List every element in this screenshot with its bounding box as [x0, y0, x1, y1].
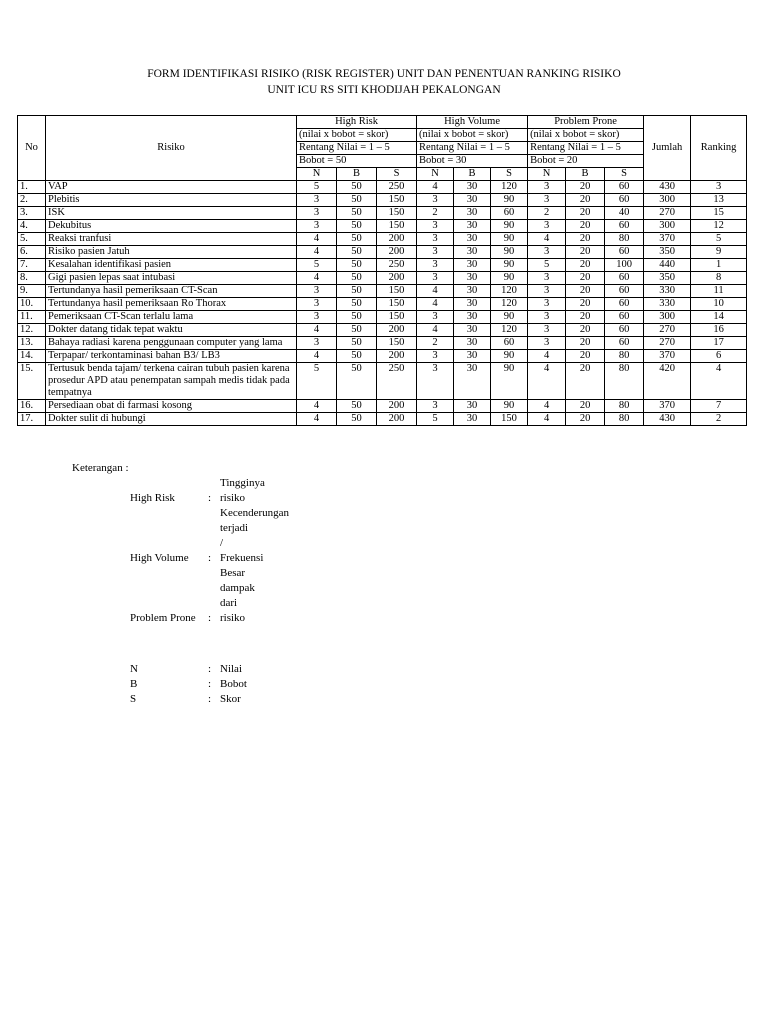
hv-n-cell: 3 — [417, 194, 454, 207]
pp-b-cell: 20 — [566, 363, 605, 400]
legend-item-value: Tingginya risiko — [220, 477, 265, 504]
row-number: 9. — [18, 285, 46, 298]
hr-n-cell: 4 — [297, 324, 337, 337]
pp-n-cell: 3 — [528, 181, 566, 194]
jumlah-cell: 420 — [644, 363, 691, 400]
table-row — [18, 413, 747, 426]
pp-b-cell: 20 — [566, 181, 605, 194]
hv-s-cell: 120 — [491, 285, 528, 298]
pp-n-cell: 4 — [528, 350, 566, 363]
row-number: 11. — [18, 311, 46, 324]
pp-n-cell: 5 — [528, 259, 566, 272]
hv-s-cell: 90 — [491, 311, 528, 324]
hv-s-cell: 120 — [491, 181, 528, 194]
high-volume-formula: (nilai x bobot = skor) — [417, 129, 528, 142]
header-high-risk: High Risk — [297, 116, 417, 129]
pp-s-cell: 80 — [605, 363, 644, 400]
table-row — [18, 233, 747, 246]
hr-s-cell: 200 — [377, 413, 417, 426]
pp-s-cell: 60 — [605, 285, 644, 298]
sub-header-s: S — [605, 168, 644, 181]
problem-prone-range: Rentang Nilai = 1 – 5 — [528, 142, 644, 155]
risk-register-table — [17, 115, 747, 426]
table-row — [18, 324, 747, 337]
abbreviation-list — [130, 662, 247, 707]
hr-n-cell: 3 — [297, 298, 337, 311]
hr-b-cell: 50 — [337, 272, 377, 285]
pp-b-cell: 20 — [566, 413, 605, 426]
pp-b-cell: 20 — [566, 350, 605, 363]
jumlah-cell: 370 — [644, 400, 691, 413]
hr-b-cell: 50 — [337, 363, 377, 400]
sub-header-b: B — [566, 168, 605, 181]
ranking-cell: 12 — [691, 220, 747, 233]
row-number: 15. — [18, 363, 46, 400]
row-number: 12. — [18, 324, 46, 337]
risk-name: Persediaan obat di farmasi kosong — [46, 400, 297, 413]
risk-name: Tertundanya hasil pemeriksaan Ro Thorax — [46, 298, 297, 311]
row-number: 1. — [18, 181, 46, 194]
legend-item-sep: : — [208, 492, 212, 504]
ranking-cell: 8 — [691, 272, 747, 285]
hr-n-cell: 3 — [297, 285, 337, 298]
pp-s-cell: 60 — [605, 311, 644, 324]
pp-n-cell: 3 — [528, 337, 566, 350]
abbreviation-item-sep: : — [208, 693, 212, 705]
hr-s-cell: 150 — [377, 337, 417, 350]
hr-b-cell: 50 — [337, 220, 377, 233]
abbreviation-item-sep: : — [208, 678, 212, 690]
hv-n-cell: 5 — [417, 413, 454, 426]
risk-name: Dekubitus — [46, 220, 297, 233]
hr-s-cell: 150 — [377, 207, 417, 220]
ranking-cell: 2 — [691, 413, 747, 426]
table-row — [18, 207, 747, 220]
hv-s-cell: 90 — [491, 350, 528, 363]
hv-s-cell: 90 — [491, 220, 528, 233]
pp-b-cell: 20 — [566, 194, 605, 207]
hv-b-cell: 30 — [454, 363, 491, 400]
ranking-cell: 4 — [691, 363, 747, 400]
hr-n-cell: 4 — [297, 272, 337, 285]
header-no: No — [18, 116, 46, 181]
abbreviation-item — [130, 692, 241, 707]
hv-n-cell: 2 — [417, 207, 454, 220]
sub-header-s: S — [491, 168, 528, 181]
risk-name: Plebitis — [46, 194, 297, 207]
pp-n-cell: 3 — [528, 246, 566, 259]
hr-s-cell: 200 — [377, 246, 417, 259]
high-risk-weight: Bobot = 50 — [297, 155, 417, 168]
hv-b-cell: 30 — [454, 207, 491, 220]
pp-s-cell: 60 — [605, 220, 644, 233]
table-row — [18, 311, 747, 324]
hr-n-cell: 3 — [297, 337, 337, 350]
pp-n-cell: 4 — [528, 400, 566, 413]
hr-s-cell: 200 — [377, 400, 417, 413]
legend-item-value: Besar dampak dari risiko — [220, 567, 255, 624]
risk-name: Kesalahan identifikasi pasien — [46, 259, 297, 272]
hv-n-cell: 3 — [417, 311, 454, 324]
jumlah-cell: 330 — [644, 285, 691, 298]
hv-b-cell: 30 — [454, 285, 491, 298]
abbreviation-item-value: Nilai — [220, 663, 242, 675]
legend-item — [130, 476, 265, 506]
ranking-cell: 14 — [691, 311, 747, 324]
sub-header-n: N — [417, 168, 454, 181]
pp-s-cell: 80 — [605, 350, 644, 363]
pp-n-cell: 4 — [528, 233, 566, 246]
legend-item-sep: : — [208, 552, 212, 564]
legend-item — [130, 506, 290, 566]
pp-b-cell: 20 — [566, 400, 605, 413]
abbreviation-item-value: Bobot — [220, 678, 247, 690]
hr-n-cell: 5 — [297, 259, 337, 272]
hv-s-cell: 60 — [491, 207, 528, 220]
high-volume-range: Rentang Nilai = 1 – 5 — [417, 142, 528, 155]
hv-s-cell: 60 — [491, 337, 528, 350]
hv-b-cell: 30 — [454, 400, 491, 413]
sub-header-n: N — [297, 168, 337, 181]
hv-s-cell: 90 — [491, 194, 528, 207]
jumlah-cell: 270 — [644, 337, 691, 350]
risk-name: ISK — [46, 207, 297, 220]
pp-n-cell: 4 — [528, 413, 566, 426]
table-row — [18, 220, 747, 233]
table-row — [18, 337, 747, 350]
risk-name: Bahaya radiasi karena penggunaan computer yang lama — [46, 337, 297, 350]
hv-n-cell: 4 — [417, 324, 454, 337]
pp-b-cell: 20 — [566, 298, 605, 311]
hv-s-cell: 90 — [491, 233, 528, 246]
table-row — [18, 259, 747, 272]
ranking-cell: 1 — [691, 259, 747, 272]
legend-item-key: High Risk — [130, 492, 175, 504]
hr-b-cell: 50 — [337, 337, 377, 350]
hv-n-cell: 3 — [417, 400, 454, 413]
hv-n-cell: 3 — [417, 272, 454, 285]
risk-name: VAP — [46, 181, 297, 194]
hr-b-cell: 50 — [337, 400, 377, 413]
table-row — [18, 194, 747, 207]
document-subtitle: UNIT ICU RS SITI KHODIJAH PEKALONGAN — [267, 84, 501, 96]
hr-s-cell: 150 — [377, 220, 417, 233]
row-number: 17. — [18, 413, 46, 426]
ranking-cell: 17 — [691, 337, 747, 350]
hv-n-cell: 3 — [417, 220, 454, 233]
table-row — [18, 272, 747, 285]
row-number: 8. — [18, 272, 46, 285]
pp-b-cell: 20 — [566, 220, 605, 233]
hv-b-cell: 30 — [454, 413, 491, 426]
row-number: 10. — [18, 298, 46, 311]
table-row — [18, 285, 747, 298]
hr-n-cell: 3 — [297, 194, 337, 207]
row-number: 7. — [18, 259, 46, 272]
hv-s-cell: 90 — [491, 272, 528, 285]
hv-s-cell: 90 — [491, 363, 528, 400]
document-title: FORM IDENTIFIKASI RISIKO (RISK REGISTER) UNIT DAN PENENTUAN RANKING RISIKO — [147, 68, 621, 80]
abbreviation-item — [130, 662, 242, 677]
hv-b-cell: 30 — [454, 337, 491, 350]
risk-name: Terpapar/ terkontaminasi bahan B3/ LB3 — [46, 350, 297, 363]
hr-n-cell: 3 — [297, 220, 337, 233]
hr-b-cell: 50 — [337, 413, 377, 426]
risk-name: Tertundanya hasil pemeriksaan CT-Scan — [46, 285, 297, 298]
pp-n-cell: 3 — [528, 324, 566, 337]
hr-b-cell: 50 — [337, 246, 377, 259]
problem-prone-weight: Bobot = 20 — [528, 155, 644, 168]
pp-n-cell: 2 — [528, 207, 566, 220]
hv-b-cell: 30 — [454, 181, 491, 194]
risk-name: Dokter datang tidak tepat waktu — [46, 324, 297, 337]
hv-n-cell: 3 — [417, 363, 454, 400]
hv-s-cell: 90 — [491, 400, 528, 413]
ranking-cell: 16 — [691, 324, 747, 337]
hv-b-cell: 30 — [454, 311, 491, 324]
pp-b-cell: 20 — [566, 272, 605, 285]
hr-n-cell: 4 — [297, 413, 337, 426]
legend-item-key: Problem Prone — [130, 612, 196, 624]
pp-b-cell: 20 — [566, 337, 605, 350]
hr-n-cell: 3 — [297, 311, 337, 324]
hv-s-cell: 150 — [491, 413, 528, 426]
hv-s-cell: 90 — [491, 259, 528, 272]
pp-s-cell: 60 — [605, 194, 644, 207]
hr-s-cell: 200 — [377, 233, 417, 246]
hv-n-cell: 4 — [417, 298, 454, 311]
header-jumlah: Jumlah — [644, 116, 691, 181]
sub-header-b: B — [337, 168, 377, 181]
sub-header-b: B — [454, 168, 491, 181]
keterangan-label: Keterangan : — [72, 462, 129, 474]
row-number: 2. — [18, 194, 46, 207]
risk-name: Pemeriksaan CT-Scan terlalu lama — [46, 311, 297, 324]
risk-name: Dokter sulit di hubungi — [46, 413, 297, 426]
row-number: 5. — [18, 233, 46, 246]
pp-n-cell: 4 — [528, 363, 566, 400]
hv-n-cell: 4 — [417, 285, 454, 298]
high-volume-weight: Bobot = 30 — [417, 155, 528, 168]
hv-b-cell: 30 — [454, 272, 491, 285]
hr-n-cell: 4 — [297, 400, 337, 413]
hv-b-cell: 30 — [454, 220, 491, 233]
ranking-cell: 6 — [691, 350, 747, 363]
ranking-cell: 7 — [691, 400, 747, 413]
hv-b-cell: 30 — [454, 298, 491, 311]
pp-s-cell: 80 — [605, 413, 644, 426]
hv-n-cell: 2 — [417, 337, 454, 350]
table-row — [18, 350, 747, 363]
header-ranking: Ranking — [691, 116, 747, 181]
hr-b-cell: 50 — [337, 324, 377, 337]
hv-n-cell: 3 — [417, 350, 454, 363]
jumlah-cell: 430 — [644, 413, 691, 426]
hr-b-cell: 50 — [337, 207, 377, 220]
hv-n-cell: 4 — [417, 181, 454, 194]
high-risk-formula: (nilai x bobot = skor) — [297, 129, 417, 142]
hv-n-cell: 3 — [417, 233, 454, 246]
header-problem-prone: Problem Prone — [528, 116, 644, 129]
hv-s-cell: 120 — [491, 324, 528, 337]
high-risk-range: Rentang Nilai = 1 – 5 — [297, 142, 417, 155]
table-row — [18, 400, 747, 413]
risk-rows — [18, 181, 747, 426]
jumlah-cell: 270 — [644, 207, 691, 220]
row-number: 14. — [18, 350, 46, 363]
hv-s-cell: 120 — [491, 298, 528, 311]
hv-b-cell: 30 — [454, 324, 491, 337]
hr-s-cell: 150 — [377, 194, 417, 207]
hr-b-cell: 50 — [337, 233, 377, 246]
pp-s-cell: 100 — [605, 259, 644, 272]
hr-s-cell: 200 — [377, 324, 417, 337]
pp-n-cell: 3 — [528, 272, 566, 285]
pp-b-cell: 20 — [566, 285, 605, 298]
hv-b-cell: 30 — [454, 350, 491, 363]
hr-n-cell: 3 — [297, 207, 337, 220]
hr-n-cell: 4 — [297, 233, 337, 246]
table-row — [18, 246, 747, 259]
legend-item — [130, 566, 255, 626]
pp-n-cell: 3 — [528, 298, 566, 311]
row-number: 4. — [18, 220, 46, 233]
hr-s-cell: 200 — [377, 272, 417, 285]
hr-b-cell: 50 — [337, 285, 377, 298]
jumlah-cell: 330 — [644, 298, 691, 311]
legend-item-value: Kecenderungan terjadi / Frekuensi — [220, 507, 290, 564]
jumlah-cell: 370 — [644, 233, 691, 246]
row-number: 6. — [18, 246, 46, 259]
legend-item-sep: : — [208, 612, 212, 624]
hr-s-cell: 150 — [377, 311, 417, 324]
hr-b-cell: 50 — [337, 311, 377, 324]
pp-n-cell: 3 — [528, 311, 566, 324]
hv-n-cell: 3 — [417, 259, 454, 272]
header-risiko: Risiko — [46, 116, 297, 181]
hr-b-cell: 50 — [337, 298, 377, 311]
jumlah-cell: 270 — [644, 324, 691, 337]
ranking-cell: 11 — [691, 285, 747, 298]
hv-n-cell: 3 — [417, 246, 454, 259]
hr-s-cell: 250 — [377, 259, 417, 272]
hr-b-cell: 50 — [337, 194, 377, 207]
abbreviation-item-key: N — [130, 663, 138, 675]
jumlah-cell: 350 — [644, 272, 691, 285]
pp-b-cell: 20 — [566, 311, 605, 324]
abbreviation-item-sep: : — [208, 663, 212, 675]
jumlah-cell: 300 — [644, 194, 691, 207]
keterangan-list — [130, 476, 290, 626]
hr-n-cell: 4 — [297, 246, 337, 259]
header-high-volume: High Volume — [417, 116, 528, 129]
pp-b-cell: 20 — [566, 246, 605, 259]
sub-header-n: N — [528, 168, 566, 181]
risk-name: Gigi pasien lepas saat intubasi — [46, 272, 297, 285]
pp-n-cell: 3 — [528, 285, 566, 298]
hv-b-cell: 30 — [454, 194, 491, 207]
abbreviation-item-key: S — [130, 693, 137, 705]
sub-header-s: S — [377, 168, 417, 181]
hr-s-cell: 150 — [377, 298, 417, 311]
pp-b-cell: 20 — [566, 324, 605, 337]
row-number: 16. — [18, 400, 46, 413]
risk-name: Risiko pasien Jatuh — [46, 246, 297, 259]
jumlah-cell: 440 — [644, 259, 691, 272]
abbreviation-item-value: Skor — [220, 693, 241, 705]
ranking-cell: 9 — [691, 246, 747, 259]
pp-b-cell: 20 — [566, 233, 605, 246]
pp-n-cell: 3 — [528, 194, 566, 207]
hv-b-cell: 30 — [454, 246, 491, 259]
hr-s-cell: 250 — [377, 181, 417, 194]
risk-name: Reaksi tranfusi — [46, 233, 297, 246]
risk-name: Tertusuk benda tajam/ terkena cairan tubuh pasien karena prosedur APD atau penempatan sampah medis tidak pada tempatnya — [46, 363, 297, 400]
pp-s-cell: 40 — [605, 207, 644, 220]
hr-s-cell: 200 — [377, 350, 417, 363]
ranking-cell: 3 — [691, 181, 747, 194]
jumlah-cell: 350 — [644, 246, 691, 259]
pp-s-cell: 80 — [605, 233, 644, 246]
hr-n-cell: 5 — [297, 181, 337, 194]
jumlah-cell: 430 — [644, 181, 691, 194]
ranking-cell: 15 — [691, 207, 747, 220]
pp-s-cell: 60 — [605, 246, 644, 259]
pp-b-cell: 20 — [566, 259, 605, 272]
table-row — [18, 298, 747, 311]
pp-s-cell: 60 — [605, 324, 644, 337]
ranking-cell: 10 — [691, 298, 747, 311]
hr-s-cell: 250 — [377, 363, 417, 400]
pp-s-cell: 60 — [605, 298, 644, 311]
hr-n-cell: 5 — [297, 363, 337, 400]
pp-n-cell: 3 — [528, 220, 566, 233]
pp-s-cell: 60 — [605, 272, 644, 285]
hr-b-cell: 50 — [337, 181, 377, 194]
pp-s-cell: 80 — [605, 400, 644, 413]
jumlah-cell: 300 — [644, 311, 691, 324]
abbreviation-item-key: B — [130, 678, 138, 690]
table-row — [18, 181, 747, 194]
jumlah-cell: 300 — [644, 220, 691, 233]
jumlah-cell: 370 — [644, 350, 691, 363]
hv-s-cell: 90 — [491, 246, 528, 259]
pp-b-cell: 20 — [566, 207, 605, 220]
hv-b-cell: 30 — [454, 259, 491, 272]
legend-item-key: High Volume — [130, 552, 189, 564]
hr-b-cell: 50 — [337, 259, 377, 272]
abbreviation-item — [130, 677, 247, 692]
ranking-cell: 13 — [691, 194, 747, 207]
pp-s-cell: 60 — [605, 337, 644, 350]
hr-n-cell: 4 — [297, 350, 337, 363]
table-row — [18, 363, 747, 400]
pp-s-cell: 60 — [605, 181, 644, 194]
hr-b-cell: 50 — [337, 350, 377, 363]
row-number: 3. — [18, 207, 46, 220]
hr-s-cell: 150 — [377, 285, 417, 298]
ranking-cell: 5 — [691, 233, 747, 246]
row-number: 13. — [18, 337, 46, 350]
hv-b-cell: 30 — [454, 233, 491, 246]
problem-prone-formula: (nilai x bobot = skor) — [528, 129, 644, 142]
